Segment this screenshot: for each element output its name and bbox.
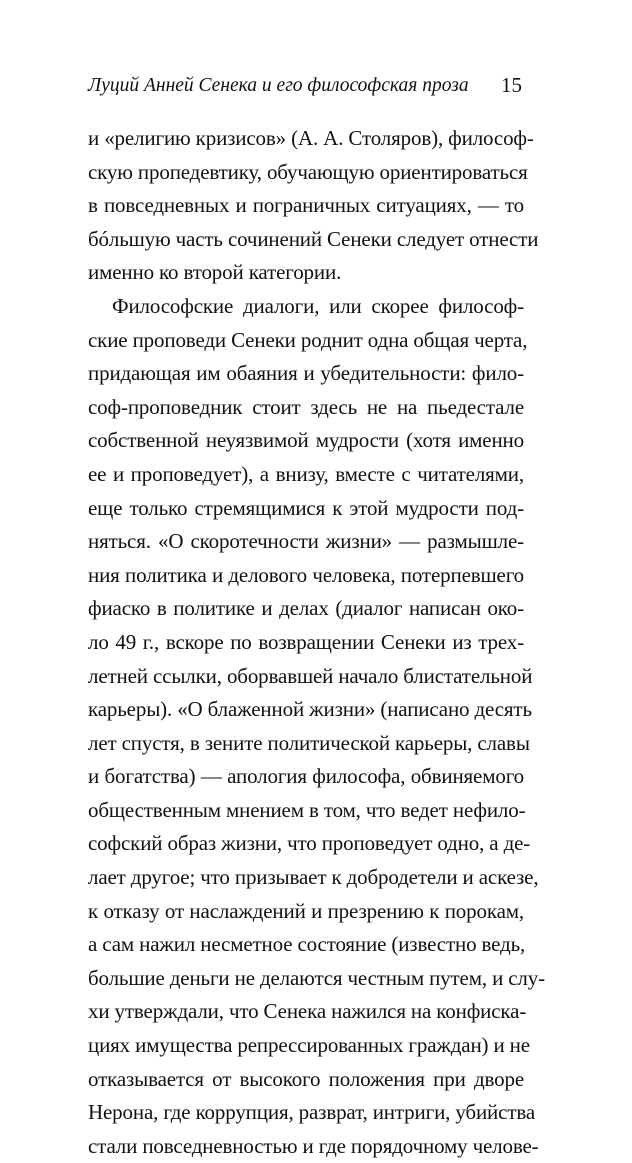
text-line: соф-проповедник стоит здесь не на пьедестале [88,394,524,419]
text-line: стали повседневностью и где порядочному челове- [88,1133,539,1158]
text-line: карьеры). «О блаженной жизни» (написано десять [88,697,532,722]
text-line: Нерона, где коррупция, разврат, интриги, убийства [88,1100,536,1125]
text-line: софский образ жизни, что проповедует одно, а де- [88,831,531,856]
text-line: и богатства) — апология философа, обвиняемого [88,764,524,789]
text-line: лет спустя, в зените политической карьеры, славы [88,730,530,755]
paragraph-1 [88,122,539,290]
text-line: и «религию кризисов» (А. А. Столяров), философ- [88,126,534,150]
text-line: фиаско в политике и делах (диалог написан око- [88,596,524,621]
text-line: летней ссылки, оборвавшей начало блистательной [88,663,533,688]
text-line: придающая им обаяния и убедительности: фило- [88,361,524,386]
text-line: собственной неуязвимой мудрости (хотя именно [88,428,524,453]
text-line: циях имущества репрессированных граждан) и не [88,1033,530,1058]
text-line: няться. «О скоротечности жизни» — размышле- [88,529,524,554]
running-title: Луций Анней Сенека и его философская проза [88,75,469,96]
text-line: Философские диалоги, или скорее философ- [112,293,524,318]
text-line: лает другое; что призывает к добродетели и аскезе, [88,865,539,890]
text-line: к отказу от наслаждений и презрению к порокам, [88,898,524,923]
paragraph-2 [88,290,545,1163]
text-line: скую пропедевтику, обучающую ориентироваться [88,159,528,184]
text-line: большие деньги не делаются честным путем, и слу- [88,965,545,990]
text-line: хи утверждали, что Сенека нажился на конфиска- [88,999,527,1024]
text-line: ские проповеди Сенеки роднит одна общая черта, [88,327,528,352]
text-line: бóльшую часть сочинений Сенеки следует отнести [88,226,539,251]
page-number: 15 [501,73,522,97]
text-line: общественным мнением в том, что ведет нефило- [88,797,526,822]
text-line: отказывается от высокого положения при дворе [88,1066,524,1091]
text-line: а сам нажил несметное состояние (известно ведь, [88,932,526,957]
text-line: именно ко второй категории. [88,260,342,285]
text-line: в повседневных и пограничных ситуациях, — то [88,193,524,218]
text-line: ния политика и делового человека, потерпевшего [88,562,524,587]
text-line: ло 49 г., вскоре по возвращении Сенеки из трех- [88,629,524,654]
text-line: ее и проповедует), а внизу, вместе с читателями, [88,461,524,486]
text-line: еще только стремящимися к этой мудрости под- [88,495,524,520]
body-text [88,122,545,1163]
